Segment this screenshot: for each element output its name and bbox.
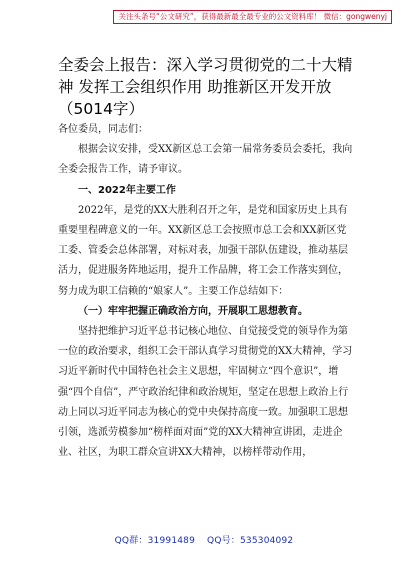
paragraph: 根据会议安排，受XX新区总工会第一届常务委员会委托，我向全委会报告工作，请予审议。 — [58, 144, 353, 176]
paragraph: 坚持把维护习近平总书记核心地位、自觉接受党的领导作为第一位的政治要求，组织工会干部认真学习贯彻党的XX大精神，学习习近平新时代中国特色社会主义思想，牢固树立“四个意识”，增强“四个自信”，严守政治纪律和政治规矩，坚定在思想上政治上行动上同以习近平同志为核心的党中央保持高度一致。加强职工思想引领，选派劳模参加“榜样面对面”党的XX大精神宣讲团，走进企业、社区，为职工群众宣讲XX大精神，以榜样带动作用， — [58, 326, 353, 459]
footer-qq-number: QQ号：535304092 — [207, 536, 294, 546]
footer-contact — [0, 533, 408, 546]
subsection-heading: （一）牢牢把握正确政治方向，开展职工思想教育。 — [78, 305, 308, 317]
section-heading: 一、2022年主要工作 — [78, 184, 176, 196]
document-title: 全委会上报告：深入学习贯彻党的二十大精神 发挥工会组织作用 助推新区开发开放（5014字） — [58, 56, 353, 118]
header-banner: 关注头条号“公文研究”，获得最新最全最专业的公文资料库！ 微信：gongwenyj — [113, 10, 392, 24]
salutation: 各位委员，同志们： — [58, 124, 148, 135]
footer-qq-group: QQ群：31991489 — [114, 536, 196, 546]
paragraph: 2022年，是党的XX大胜利召开之年，是党和国家历史上具有重要里程碑意义的一年。XX新区总工会按照市总工会和XX新区党工委、管委会总体部署，对标对表，加强干部队伍建设，推动基层活力，促进服务阵地运用，提升工作品牌，将工会工作落实到位，努力成为职工信赖的“娘家人”。主要工作总结如下： — [58, 204, 348, 297]
document-body — [58, 120, 353, 463]
